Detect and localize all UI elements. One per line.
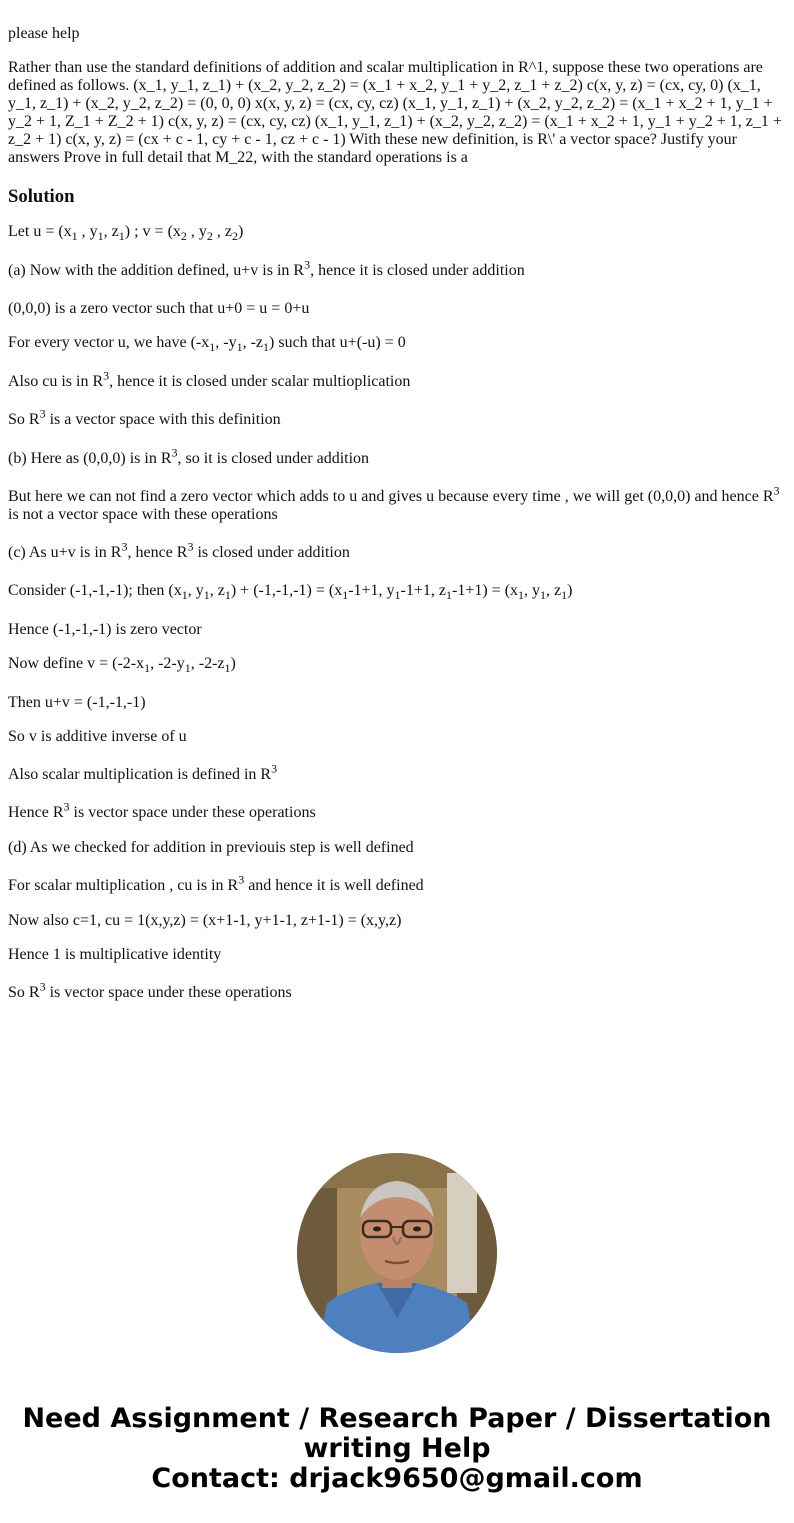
solution-line-a3: For every vector u, we have ($-x_1$, $-y_1$, $-z_1$) such that u+(-u) = 0 [8, 334, 406, 355]
solution-line-let: Let $u = (x_1$ , $y_1$, $z_1$) ; $v = (x_2$ , $y_2$ , $z_2$) [8, 223, 244, 244]
question-body: Rather than use the standard definitions of addition and scalar multiplication in R^1, suppose these two operations are defined as follows. (x_1, y_1, z_1) + (x_2, y_2, z_2) = (x_1 + x_2, y_1 + y_2, z_1 + z_2) c(x, y, z) = (cx, cy, 0) (x_1, y_1, z_1) + (x_2, y_2, z_2) = (0, 0, 0) x(x, y, z) = (cx, cy, cz) (x_1, y_1, z_1) + (x_2, y_2, z_2) = (x_1 + x_2 + 1, y_1 + y_2 + 1, Z_1 + Z_2 + 1) c(x, y, z) = (cx, cy, cz) (x_1, y_1, z_1) + (x_2, y_2, z_2) = (x_1 + x_2 + 1, y_1 + y_2 + 1, z_1 + z_2 + 1) c(x, y, z) = (cx + c - 1, cy + c - 1, cz + c - 1) With these new definition, is R\' a vector space? Justify your answers Prove in full detail that M_22, with the standard operations is a [8, 59, 782, 166]
solution-line-c4: Now define $v = (-2-x_1$, $-2-y_1$, $-2-z_1$) [8, 655, 236, 676]
solution-line-c3: Hence (-1,-1,-1) is zero vector [8, 621, 202, 638]
promo-banner [0, 1404, 794, 1494]
solution-line-d4: Hence 1 is multiplicative identity [8, 946, 222, 963]
solution-heading: Solution [8, 186, 75, 207]
solution-line-a2: (0,0,0) is a zero vector such that u+0 = u = 0+u [8, 300, 310, 317]
author-portrait-image [297, 1153, 497, 1353]
solution-line-c2: Consider (-1,-1,-1); then ($x_1$, $y_1$, $z_1) + (-1,-1,-1) = (x_1-1+1$, $y_1-1+1$, $z_1-1+1) = (x_1$, $y_1$, $z_1$) [8, 582, 573, 603]
document-content [8, 25, 786, 1018]
solution-line-c5: Then u+v = (-1,-1,-1) [8, 694, 146, 711]
solution-line-b1: (b) Here as (0,0,0) is in $R^3$, so it is closed under addition [8, 445, 370, 467]
promo-contact: Contact: drjack9650@gmail.com [151, 1463, 643, 1494]
author-avatar [297, 1153, 497, 1353]
solution-line-d5: So $R^3$ is vector space under these operations [8, 979, 292, 1001]
solution-line-d2: For scalar multiplication , cu is in $R^3$ and hence it is well defined [8, 872, 424, 894]
solution-line-d1: (d) As we checked for addition in previouis step is well defined [8, 839, 414, 856]
solution-line-a1: (a) Now with the addition defined, u+v is in $R^3$, hence it is closed under addition [8, 257, 525, 279]
solution-line-b2: But here we can not find a zero vector which adds to u and gives u because every time , we will get (0,0,0) and hence $R^3$ is not a vector space with these operations [8, 483, 780, 523]
solution-line-c7: Also scalar multiplication is defined in $R^3$ [8, 761, 278, 783]
solution-line-a4: Also cu is in $R^3$, hence it is closed under scalar multioplication [8, 368, 411, 390]
promo-line-1: Need Assignment / Research Paper / Dissertation [22, 1403, 772, 1434]
solution-line-c8: Hence $R^3$ is vector space under these operations [8, 799, 316, 821]
solution-line-d3: Now also c=1, cu = 1(x,y,z) = (x+1-1, y+1-1, z+1-1) = (x,y,z) [8, 912, 402, 929]
solution-line-c6: So v is additive inverse of u [8, 728, 187, 745]
solution-line-c1: (c) As u+v is in $R^3$, hence $R^3$ is closed under addition [8, 539, 350, 561]
question-title: please help [8, 25, 80, 42]
solution-line-a5: So $R^3$ is a vector space with this definition [8, 406, 281, 428]
promo-line-2: writing Help [303, 1433, 491, 1464]
